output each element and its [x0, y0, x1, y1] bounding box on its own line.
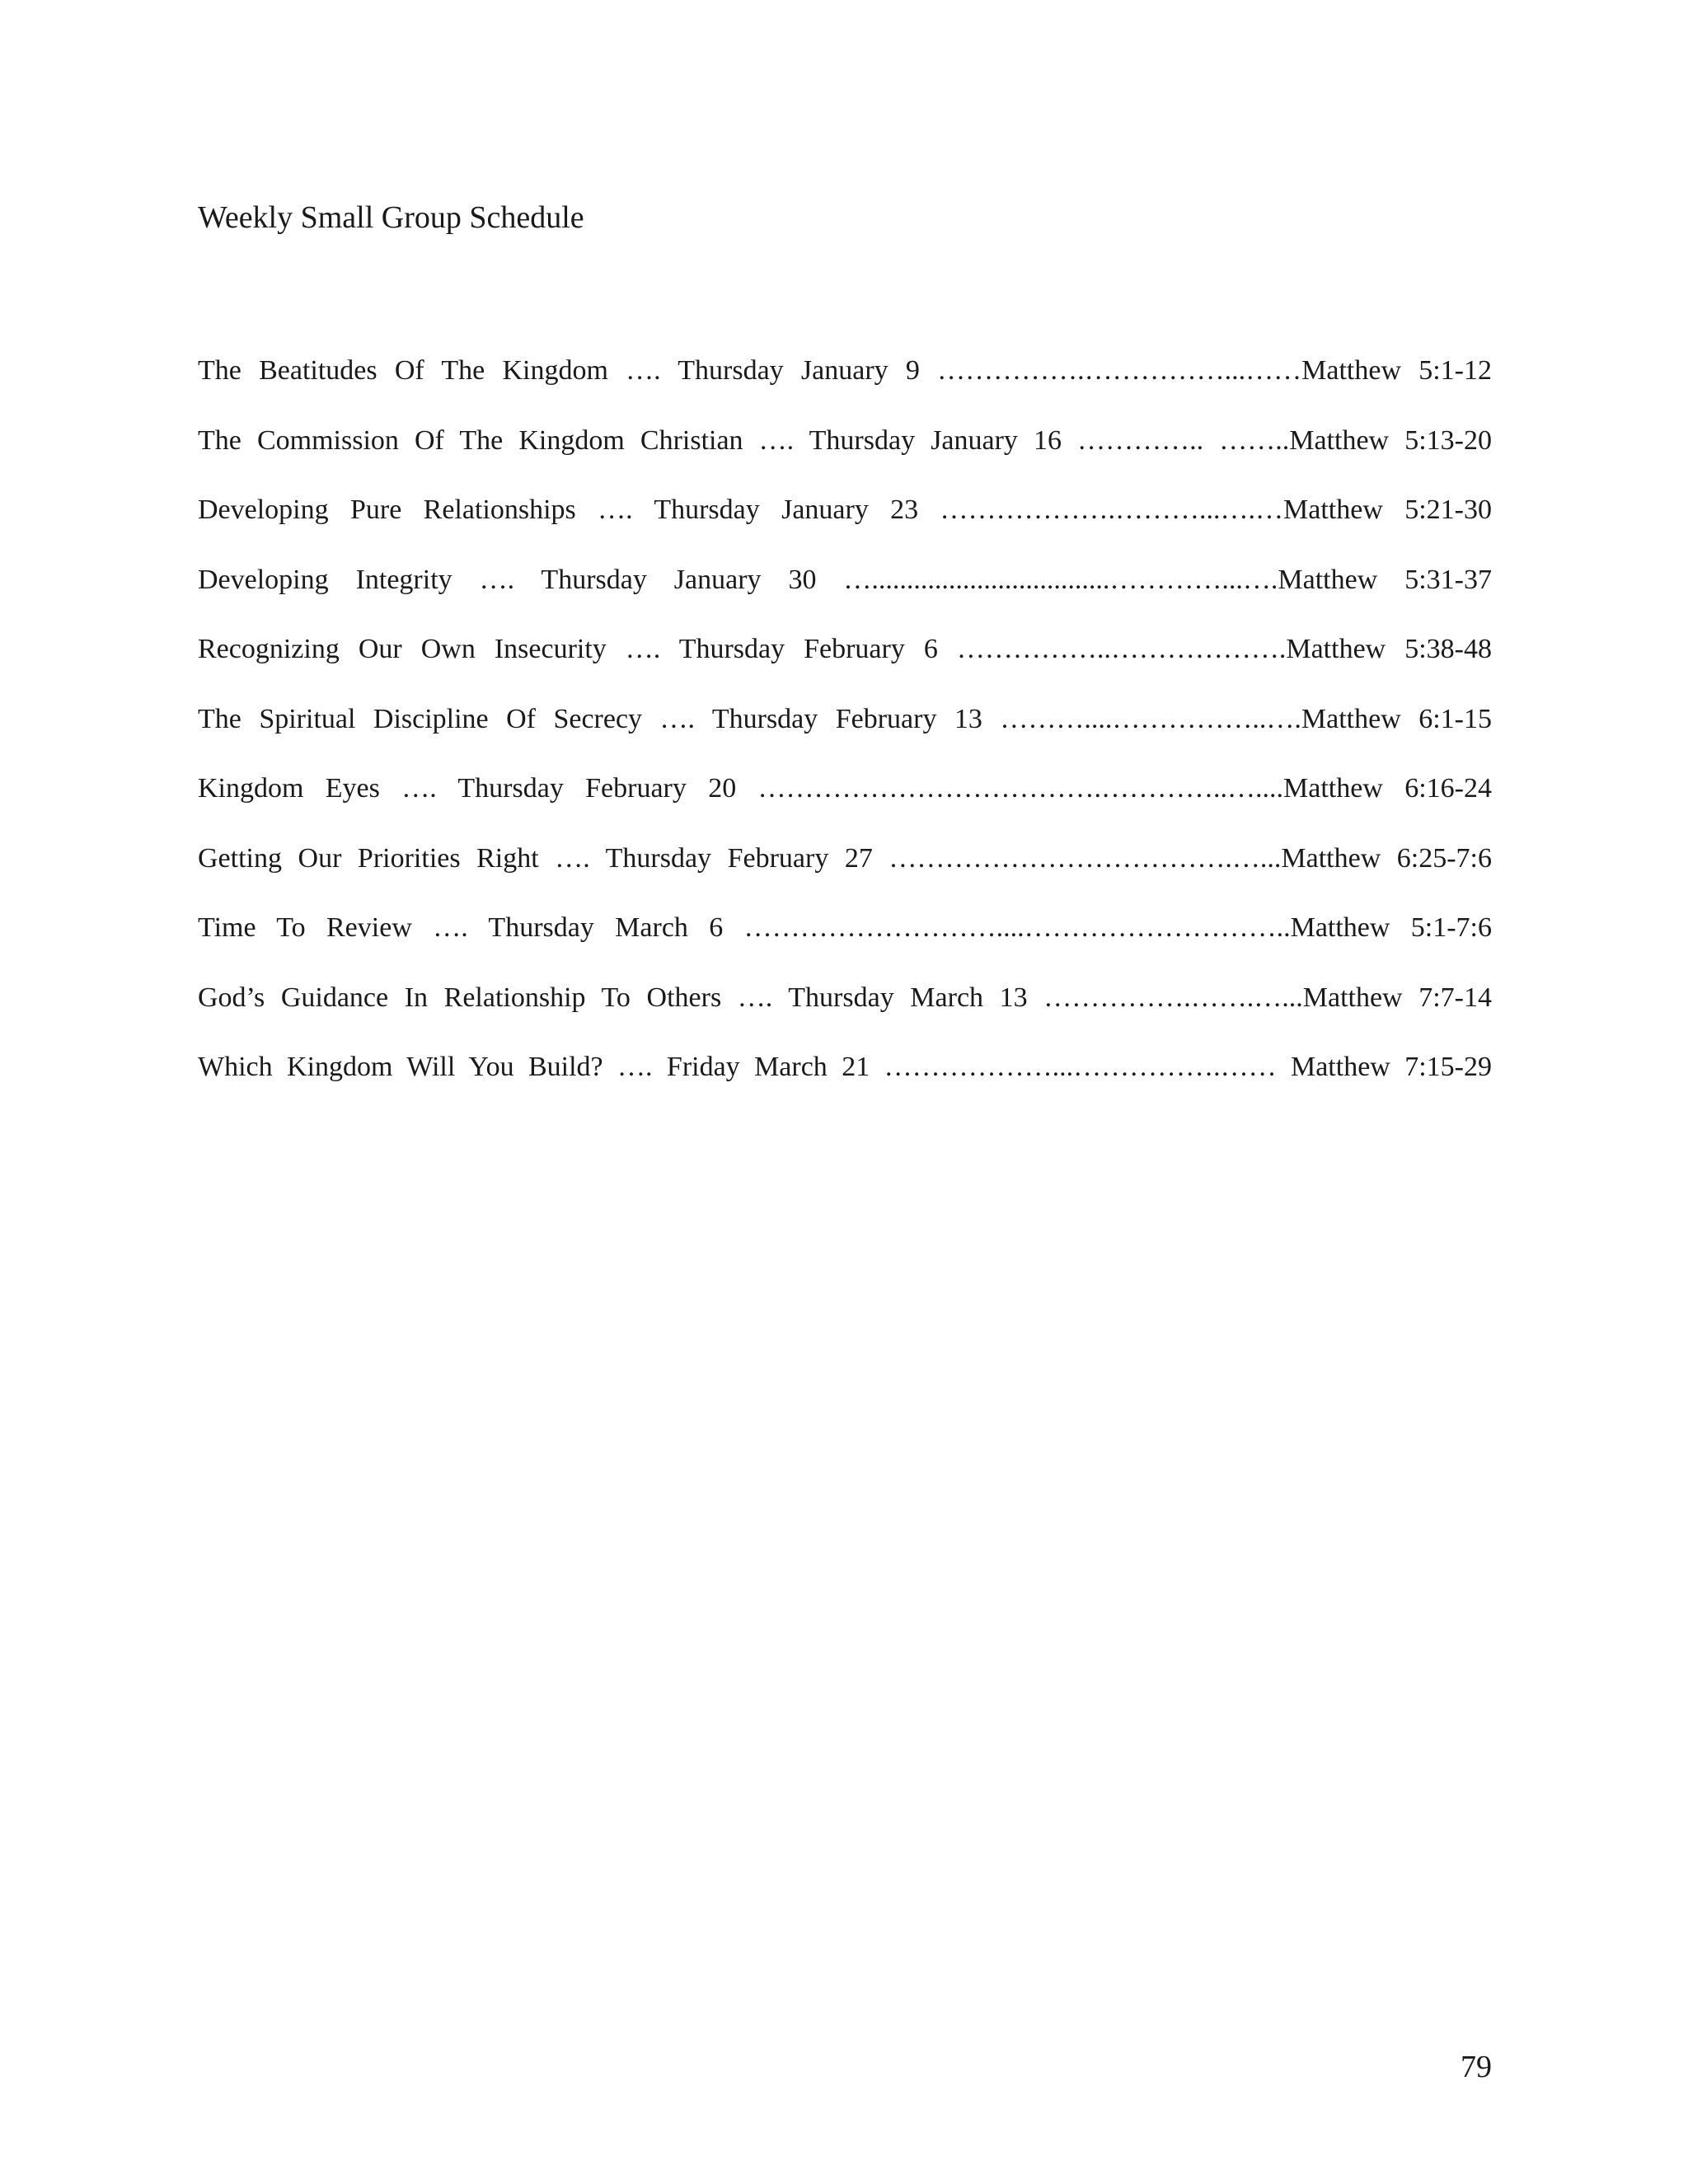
schedule-row: Developing Pure Relationships …. Thursday January 23 ……………….………...….…Matthew 5:21-30	[198, 494, 1492, 525]
page-title: Weekly Small Group Schedule	[198, 200, 584, 235]
schedule-row: Recognizing Our Own Insecurity …. Thursday February 6 ……………..……………….Matthew 5:38-48	[198, 634, 1492, 664]
page-number: 79	[1461, 2050, 1492, 2084]
schedule-row: Time To Review …. Thursday March 6 ………………………....………………………..Matthew 5:1-7:6	[198, 912, 1492, 943]
schedule-row: Which Kingdom Will You Build? …. Friday March 21 ………………...…………….…… Matthew 7:15-29	[198, 1052, 1492, 1082]
schedule-row: The Beatitudes Of The Kingdom …. Thursday January 9 …………….……………...……Matthew 5:1-12	[198, 355, 1492, 386]
schedule-row: Getting Our Priorities Right …. Thursday February 27 ……………………………….…...Matthew 6:25-7:6	[198, 842, 1492, 874]
schedule-row: The Commission Of The Kingdom Christian …. Thursday January 16 ………….. ……..Matthew 5:13-20	[198, 424, 1492, 456]
schedule-row: Developing Integrity …. Thursday January 30 …..................................…………...….Matthew 5:31-37	[198, 564, 1492, 595]
schedule-row: God’s Guidance In Relationship To Others …. Thursday March 13 …………….…….…...Matthew 7:7-14	[198, 982, 1492, 1013]
schedule-row: The Spiritual Discipline Of Secrecy …. Thursday February 13 ………....……………..….Matthew 6:1-15	[198, 703, 1492, 734]
schedule-row: Kingdom Eyes …. Thursday February 20 ……………………………….…………..…....Matthew 6:16-24	[198, 773, 1492, 804]
schedule-list	[198, 346, 1492, 1113]
